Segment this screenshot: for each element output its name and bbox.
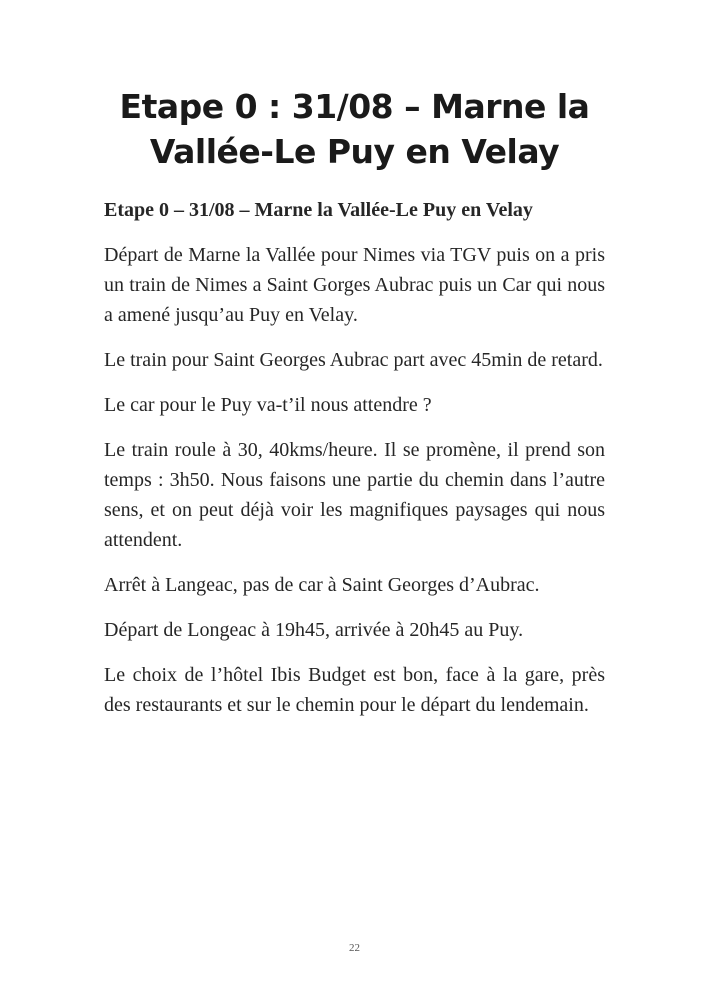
paragraph-6: Départ de Longeac à 19h45, arrivée à 20h45 au Puy. <box>104 619 524 641</box>
paragraph-3: Le car pour le Puy va-t’il nous attendre ? <box>104 394 432 416</box>
paragraph-7: Le choix de l’hôtel Ibis Budget est bon, face à la gare, près des restaurants et sur le chemin pour le départ du lendemain. <box>104 664 605 716</box>
paragraph-1: Départ de Marne la Vallée pour Nimes via TGV puis on a pris un train de Nimes a Saint Gorges Aubrac puis un Car qui nous a amené jusqu’au Puy en Velay. <box>104 244 605 326</box>
page-number: 22 <box>349 942 360 954</box>
body-text <box>104 195 605 735</box>
paragraph-2: Le train pour Saint Georges Aubrac part avec 45min de retard. <box>104 349 603 371</box>
section-subheading: Etape 0 – 31/08 – Marne la Vallée-Le Puy en Velay <box>104 199 533 221</box>
page-title: Etape 0 : 31/08 – Marne la Vallée-Le Puy en Velay <box>119 87 590 171</box>
paragraph-4: Le train roule à 30, 40kms/heure. Il se promène, il prend son temps : 3h50. Nous faisons une partie du chemin dans l’autre sens, et on peut déjà voir les magnifiques paysages qui nous attendent. <box>104 439 605 551</box>
paragraph-5: Arrêt à Langeac, pas de car à Saint Georges d’Aubrac. <box>104 574 540 596</box>
